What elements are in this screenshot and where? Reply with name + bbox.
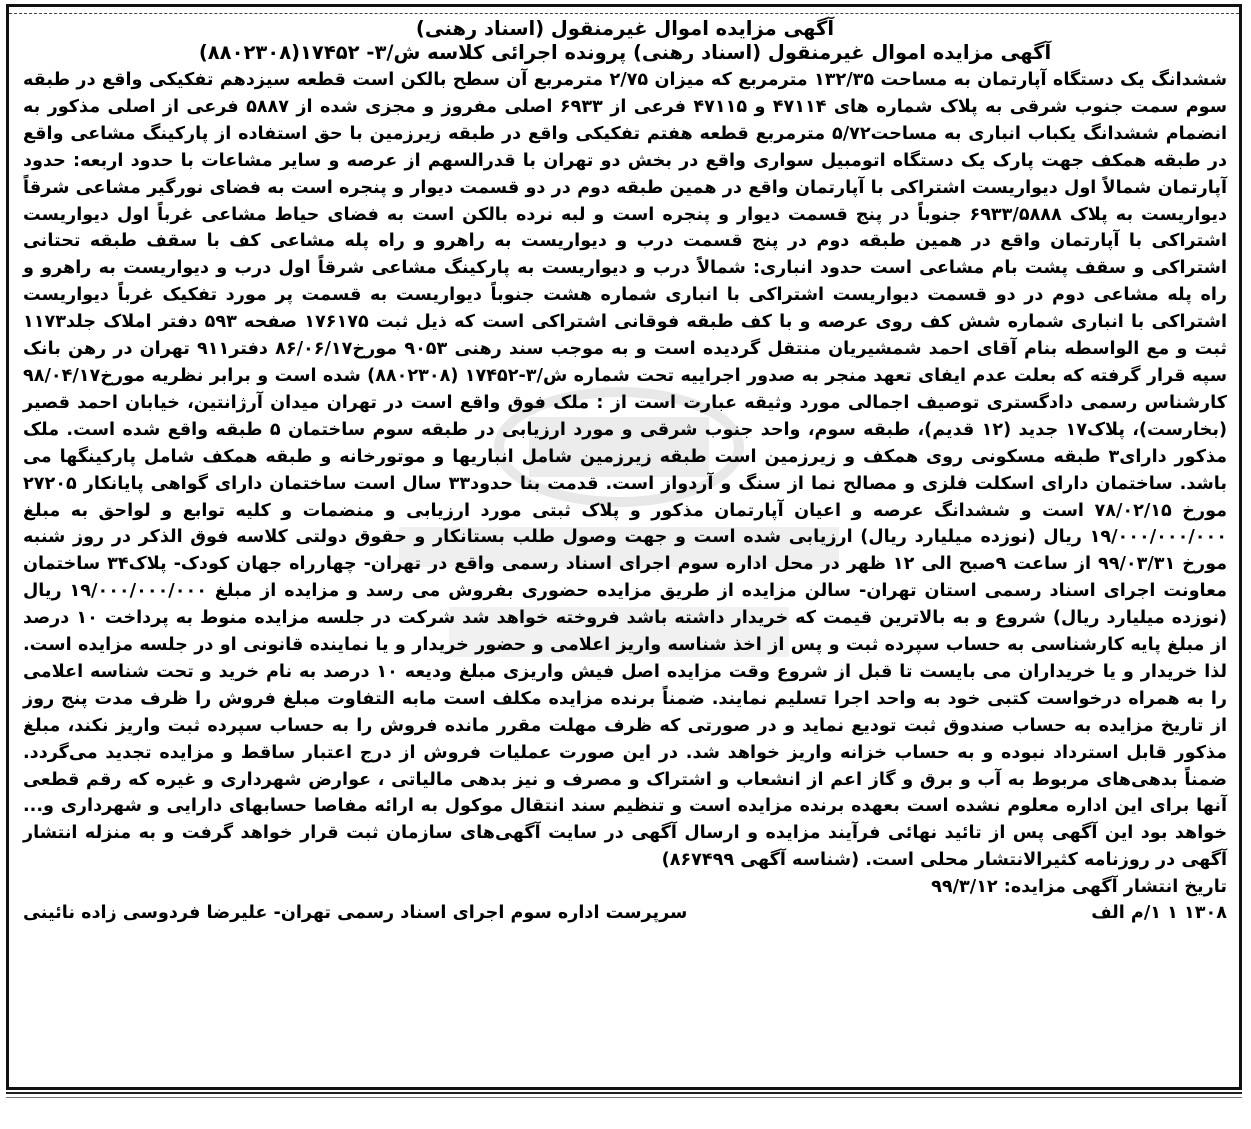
notice-code: ۱۳۰۸ ۱ ۱/م الف [1091, 903, 1227, 924]
top-border-strip [9, 7, 1239, 14]
notice-footer [23, 900, 1227, 928]
bottom-rule [6, 1092, 1242, 1094]
notice-sheet [6, 4, 1242, 1090]
notice-title: آگهی مزایده اموال غیرمنقول (اسناد رهنی) [415, 17, 835, 40]
bottom-rule-thin [6, 1097, 1242, 1098]
notice-body: ششدانگ یک دستگاه آپارتمان به مساحت ۱۳۲/۳۵ مترمربع که میزان ۲/۷۵ مترمربع آن سطح بالکن است قطعه سیزدهم تفکیکی واقع در طبقه سوم سمت جنوب شرقی به پلاک شماره های ۴۷۱۱۴ و ۴۷۱۱۵ فرعی از ۶۹۳۳ اصلی مفروز و مجزی شده از ۵۸۸۷ فرعی از اصلی مذکور به انضمام ششدانگ یکباب انباری به مساحت۵/۷۲ مترمربع قطعه هفتم تفکیکی واقع در طبقه زیرزمین با حق استفاده از پارکینگ مشاعی واقع در طبقه همکف جهت پارک یک دستگاه اتومبیل سواری واقع در بخش دو تهران با قدرالسهم از عرصه و سایر مشاعات با حدود اربعه: حدود آپارتمان شمالاً اول دیواریست اشتراکی با آپارتمان واقع در همین طبقه دوم در دو قسمت دیوار و پنجره است به فضای نورگیر مشاعی شرقاً دیواریست به پلاک ۶۹۳۳/۵۸۸۸ جنوباً در پنج قسمت دیوار و پنجره است و لبه نرده بالکن است به فضای حیاط مشاعی غرباً اول دیواریست اشتراکی با آپارتمان واقع در همین طبقه دوم در پنج قسمت درب و دیواریست به راهرو و راه پله مشاعی کف با سقف طبقه تحتانی اشتراکی و سقف پشت بام مشاعی است حدود انباری: شمالاً درب و دیواریست به پارکینگ مشاعی شرقاً اول درب و دیواریست به راهرو و راه پله مشاعی دوم در دو قسمت دیواریست اشتراکی با انباری شماره هشت جنوباً دیواریست به قسمت پر مورد تفکیک غرباً دیواریست اشتراکی با انباری شماره شش کف روی عرصه و با کف طبقه فوقانی اشتراکی است که ذیل ثبت ۱۷۶۱۷۵ صفحه ۵۹۳ دفتر املاک جلد۱۱۷۳ ثبت و مع الواسطه بنام آقای احمد شمشیریان منتقل گردیده است و به موجب سند رهنی ۹۰۵۳ مورخ۸۶/۰۶/۱۷ دفتر۹۱۱ تهران در رهن بانک سپه قرار گرفته که بعلت عدم ایفای تعهد منجر به صدور اجراییه تحت شماره ش/۳-۱۷۴۵۲ (۸۸۰۲۳۰۸) شده است و برابر نظریه مورخ۹۸/۰۴/۱۷ کارشناس رسمی دادگستری توصیف اجمالی مورد وثیقه عبارت است از : ملک فوق واقع است در تهران میدان آرژانتین، خیابان احمد قصیر (بخارست)، پلاک۱۷ جدید (۱۲ قدیم)، طبقه سوم، واحد جنوب شرقی و مورد ارزیابی در طبقه سوم ساختمان ۵ طبقه واقع شده است. ملک مذکور دارای۳ طبقه مسکونی روی همکف و زیرزمین است طبقه زیرزمین شامل انباریها و موتورخانه و طبقه همکف شامل پارکینگها می باشد. ساختمان دارای اسکلت فلزی و مصالح نما از سنگ و آردواز است. قدمت بنا حدود۳۳ سال است ساختمان دارای گواهی پایانکار ۲۷۲۰۵ مورخ ۷۸/۰۲/۱۵ است و ششدانگ عرصه و اعیان آپارتمان مذکور و پلاک ثبتی مورد ارزیابی و منضمات و کلیه توابع و لواحق به مبلغ ۱۹/۰۰۰/۰۰۰/۰۰۰ ریال (نوزده میلیارد ریال) ارزیابی شده است و جهت وصول طلب بستانکار و حقوق دولتی کلاسه فوق الذکر در روز شنبه مورخ ۹۹/۰۳/۳۱ از ساعت ۹صبح الی ۱۲ ظهر در محل اداره سوم اجرای اسناد رسمی واقع در تهران- چهارراه جهان کودک- پلاک۳۴ ساختمان معاونت اجرای اسناد رسمی استان تهران- سالن مزایده از طریق مزایده حضوری بفروش می رسد و مزایده از مبلغ ۱۹/۰۰۰/۰۰۰/۰۰۰ ریال (نوزده میلیارد ریال) شروع و به بالاترین قیمت که خریدار داشته باشد فروخته خواهد شد شرکت در جلسه مزایده منوط به پرداخت ۱۰ درصد از مبلغ پایه کارشناسی به حساب سپرده ثبت و پس از اخذ شناسه واریز اعلامی و حضور خریدار و یا نماینده قانونی او در جلسه مزایده است. لذا خریدار و یا خریداران می بایست تا قبل از شروع وقت مزایده اصل فیش واریزی مبلغ ودیعه ۱۰ درصد به نام خرید و تحت شناسه اعلامی را به همراه درخواست کتبی خود به واحد اجرا تسلیم نمایند. ضمناً برنده مزایده مکلف است مابه التفاوت مبلغ فروش را ظرف مدت پنج روز از تاریخ مزایده به حساب صندوق ثبت تودیع نماید و در صورتی که ظرف مهلت مقرر مانده فروش را به حساب سپرده ثبت واریز نکند، مبلغ مذکور قابل استرداد نبوده و به حساب خزانه واریز خواهد شد. در این صورت عملیات فروش از درج اعتبار ساقط و مزایده تجدید می‌گردد. ضمناً بدهی‌های مربوط به آب و برق و گاز اعم از انشعاب و اشتراک و مصرف و نیز بدهی مالیاتی ، عوارض شهرداری و غیره که رقم قطعی آنها برای این اداره معلوم نشده است بعهده برنده مزایده است و تنظیم سند انتقال موکول به ارائه مفاصا حسابهای دارایی و شهرداری و... خواهد بود این آگهی پس از تائید نهائی فرآیند مزایده و ارسال آگهی در سایت آگهی‌های سازمان ثبت قرار خواهد گرفت و به منزله انتشار آگهی در روزنامه کثیرالانتشار محلی است. (شناسه آگهی ۸۶۷۴۹۹) [23, 70, 1228, 871]
notice-signer: سرپرست اداره سوم اجرای اسناد رسمی تهران- علیرضا فردوسی زاده نائینی [23, 903, 688, 924]
notice-case-title: آگهی مزایده اموال غیرمنقول (اسناد رهنی) پرونده اجرائی کلاسه ش/۳- ۱۷۴۵۲(۸۸۰۲۳۰۸) [198, 41, 1052, 64]
publication-date: تاریخ انتشار آگهی مزایده: ۹۹/۳/۱۲ [931, 877, 1227, 898]
notice-content [23, 17, 1227, 1081]
